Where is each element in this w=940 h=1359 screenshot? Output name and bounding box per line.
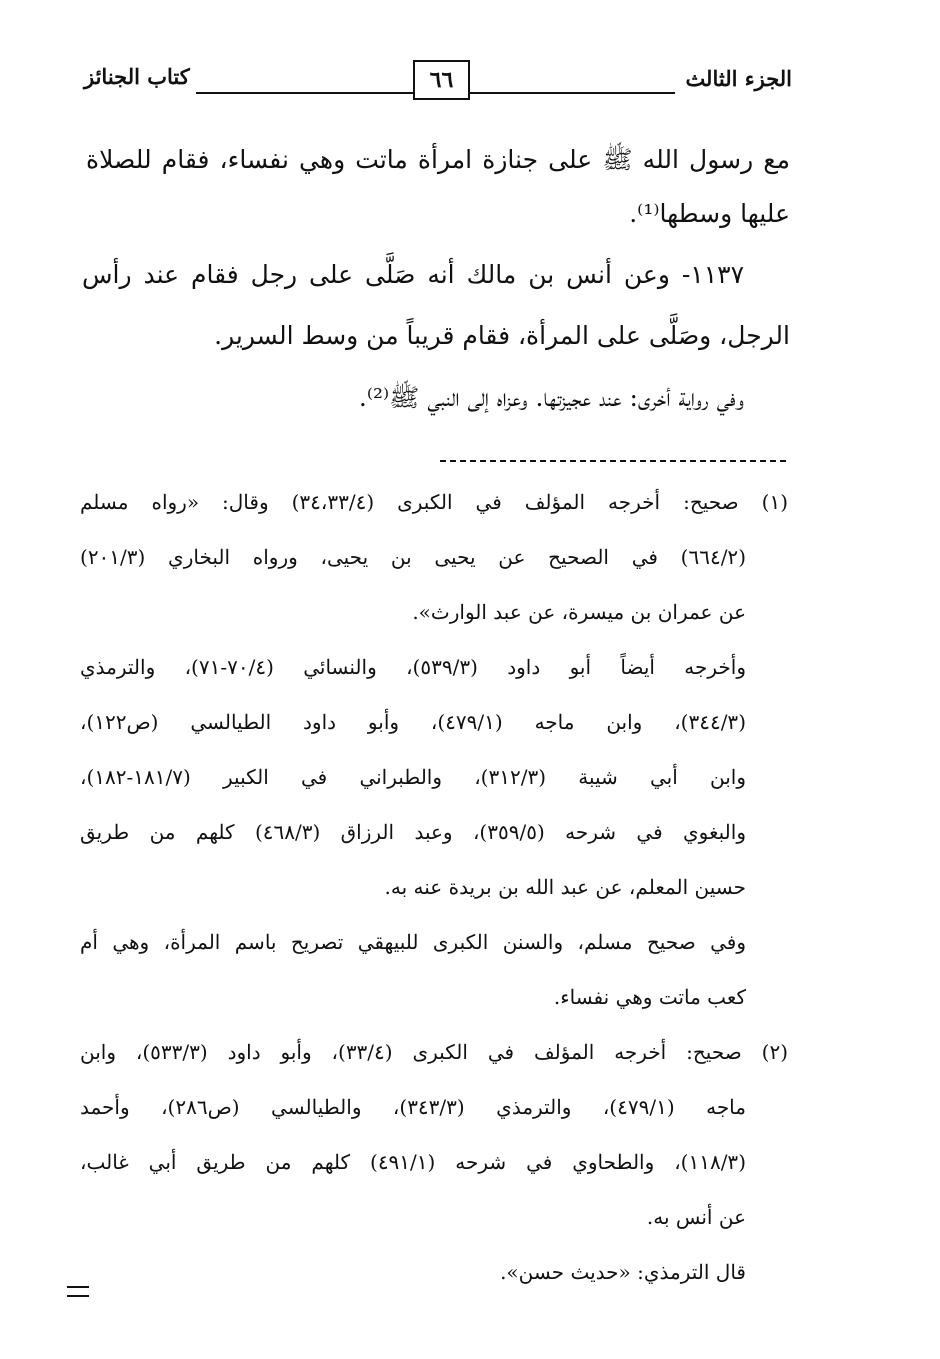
footnote-line: ماجه (٤٧٩/١)، والترمذي (٣٤٣/٣)، والطيالسي (ص٢٨٦)، وأحمد [80, 1095, 746, 1119]
footnote-line: (٦٦٤/٢) في الصحيح عن يحيى بن يحيى، ورواه البخاري (٢٠١/٣) [80, 545, 746, 569]
header-rule-left [196, 92, 414, 94]
footnote-line: حسين المعلم، عن عبد الله بن بريدة عنه به. [384, 875, 746, 899]
continuation-mark [67, 1286, 89, 1297]
footnote-line: عن عمران بن ميسرة، عن عبد الوارث». [412, 600, 746, 624]
footnote-line: وأخرجه أيضاً أبو داود (٥٣٩/٣)، والنسائي (٧٠/٤-٧١)، والترمذي [80, 655, 747, 679]
running-header-book: كتاب الجنائز [84, 64, 190, 89]
main-text-line: مع رسول الله ﷺ على جنازة امرأة ماتت وهي نفساء، فقام للصلاة [86, 145, 790, 174]
footnote-line: (٢) صحيح: أخرجه المؤلف في الكبرى (٣٣/٤)، وأبو داود (٥٣٣/٣)، وابن [80, 1040, 788, 1064]
footnote-line: وابن أبي شيبة (٣١٢/٣)، والطبراني في الكبير (١٨١/٧-١٨٢)، [80, 765, 746, 789]
footnote-line: عن أنس به. [646, 1205, 746, 1229]
hadith-number-line: ١١٣٧- وعن أنس بن مالك أنه صَلَّى على رجل فقام عند رأس [82, 260, 744, 289]
footnote-line: والبغوي في شرحه (٣٥٩/٥)، وعبد الرزاق (٤٦٨/٣) كلهم من طريق [80, 820, 746, 844]
footnote-line: وفي صحيح مسلم، والسنن الكبرى للبيهقي تصريح باسم المرأة، وهي أم [80, 930, 746, 954]
running-header-volume: الجزء الثالث [685, 66, 792, 91]
footnote-line: (٣٤٤/٣)، وابن ماجه (٤٧٩/١)، وأبو داود الطيالسي (ص١٢٢)، [80, 710, 746, 734]
footnote-line: كعب ماتت وهي نفساء. [553, 985, 746, 1009]
header-rule-right [470, 92, 675, 94]
footnote-line: (١) صحيح: أخرجه المؤلف في الكبرى (٣٤،٣٣/٤) وقال: «رواه مسلم [80, 490, 789, 514]
footnote-separator [440, 460, 786, 462]
main-text-line: عليها وسطها⁽¹⁾. [629, 199, 790, 228]
page-number: ٦٦ [429, 67, 454, 93]
footnote-line: قال الترمذي: «حديث حسن». [500, 1260, 746, 1284]
main-text-line: وفي رواية أخرى: عند عجيزتها. وعزاه إلى النبي ﷺ⁽²⁾. [358, 383, 744, 412]
main-text-line: الرجل، وصَلَّى على المرأة، فقام قريباً من وسط السرير. [214, 321, 790, 350]
footnote-line: (١١٨/٣)، والطحاوي في شرحه (٤٩١/١) كلهم من طريق أبي غالب، [80, 1150, 746, 1174]
page-number-box [413, 60, 470, 100]
